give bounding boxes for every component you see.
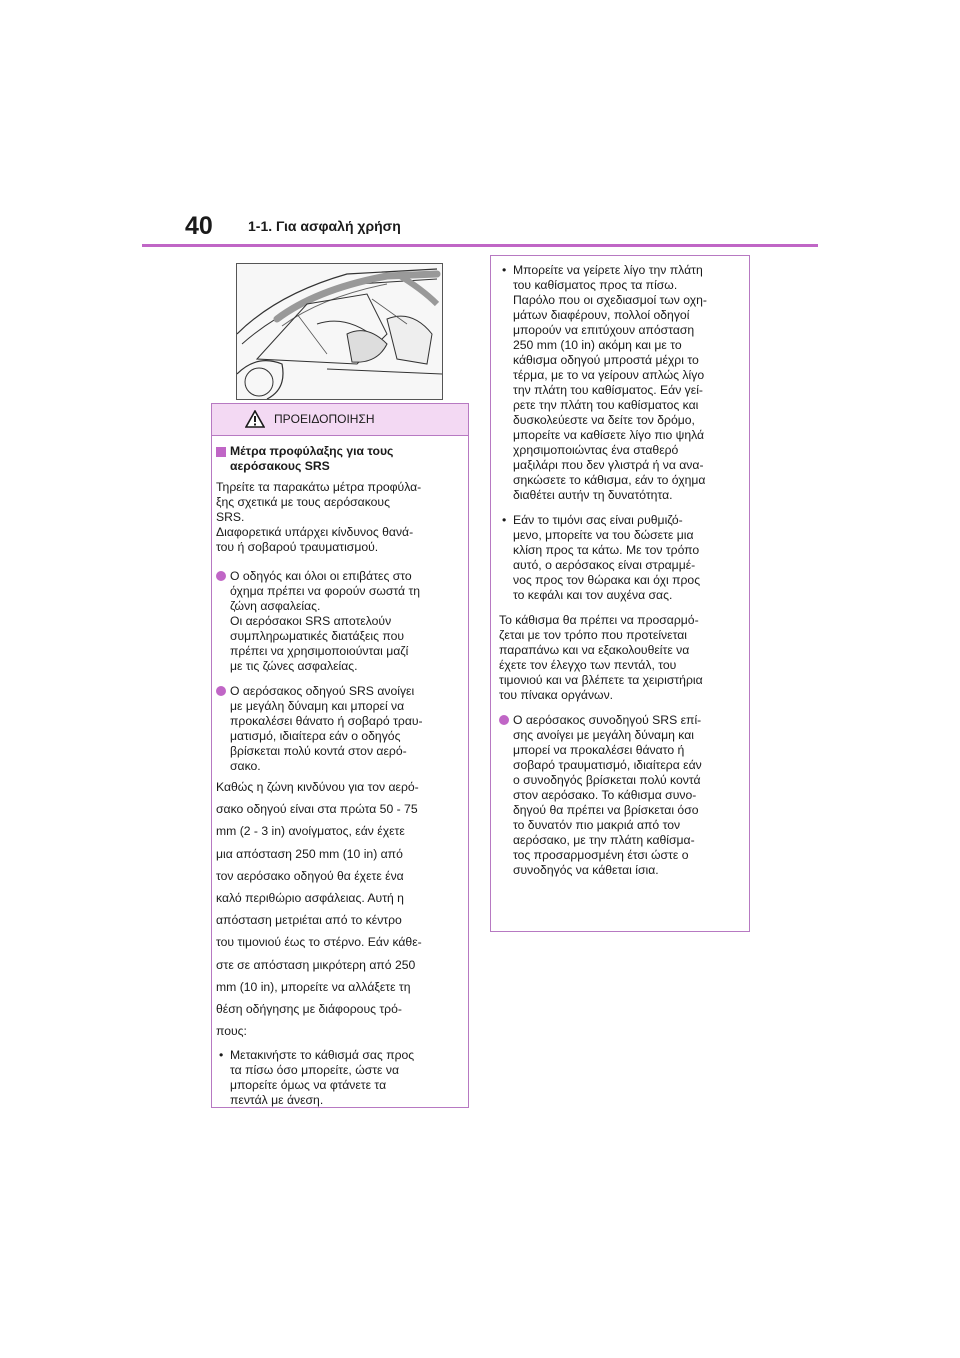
seat-paragraph: Το κάθισμα θα πρέπει να προσαρμό- ζεται με τον τρόπο που προτείνεται παραπάνω και να εξακολουθείτε να έχετε τον έλεγχο των πεντάλ, του τιμονιού και να βλέπετε τα χειριστήρια του πίνακα οργάνων. bbox=[499, 613, 703, 702]
warning-intro: Τηρείτε τα παρακάτω μέτρα προφύλα- ξης σχετικά με τους αερόσακους SRS. Διαφορετικά υπάρχει κίνδυνος θανά- του ή σοβαρού τραυματισμού. bbox=[216, 480, 422, 554]
list-item: Ο οδηγός και όλοι οι επιβάτες στο όχημα πρέπει να φορούν σωστά τη ζώνη ασφαλείας. Οι αερόσακοι SRS αποτελούν συμπληρωματικές διατάξεις που πρέπει να χρησιμοποιούνται μαζί με τις ζώνες ασφαλείας. bbox=[216, 569, 466, 674]
car-interior-illustration bbox=[237, 264, 442, 399]
warning-heading: Μέτρα προφύλαξης για τους αερόσακους SRS bbox=[216, 444, 466, 474]
page-number: 40 bbox=[185, 212, 213, 240]
list-item: Ο αερόσακος οδηγού SRS ανοίγει με μεγάλη δύναμη και μπορεί να προκαλέσει θάνατο ή σοβαρό τραυ- ματισμό, ιδιαίτερα εάν ο οδηγός βρίσκεται πολύ κοντά στον αερό- σακο. bbox=[216, 684, 466, 774]
header-rule bbox=[142, 244, 818, 247]
distance-paragraph: Καθώς η ζώνη κινδύνου για τον αερό- σακο οδηγού είναι στα πρώτα 50 - 75 mm (2 - 3 in) ανοίγματος, εάν έχετε μια απόσταση 250 mm (10 in) από τον αερόσακο οδηγού θα έχετε ένα καλό περιθώριο ασφάλειας. Αυτή η απόσταση μετριέται από το κέντρο του τιμονιού έως το στέρνο. Εάν κάθε- στε σε απόσταση μικρότερη από 250 mm (10 in), μπορείτε να αλλάξετε τη θέση οδήγησης με διάφορους τρό- πους: bbox=[216, 780, 422, 1039]
warning-panel-continued bbox=[490, 255, 750, 932]
circle-bullet-icon bbox=[216, 686, 226, 696]
airbag-illustration bbox=[236, 263, 443, 400]
circle-bullet-icon bbox=[216, 571, 226, 581]
section-title: 1-1. Για ασφαλή χρήση bbox=[248, 218, 401, 234]
square-marker-icon bbox=[216, 447, 226, 457]
list-item: • Μετακινήστε το κάθισμά σας προς τα πίσω όσο μπορείτε, ώστε να μπορείτε όμως να φτάνετε τα πεντάλ με άνεση. bbox=[219, 1048, 415, 1108]
warning-header bbox=[212, 404, 468, 436]
circle-bullet-icon bbox=[499, 715, 509, 725]
warning-content-continued bbox=[499, 263, 745, 888]
warning-content bbox=[216, 444, 466, 1118]
warning-triangle-icon bbox=[245, 410, 265, 428]
list-item: • Μπορείτε να γείρετε λίγο την πλάτη του καθίσματος προς τα πίσω. Παρόλο που οι σχεδιασμοί των οχη- μάτων διαφέρουν, πολλοί οδηγοί μπορούν να επιτύχουν απόσταση 250 mm (10 in) ακόμη και με το κάθισμα οδηγού μπροστά μέχρι το τέρμα, με το να γείρουν απλώς λίγο την πλάτη του καθίσματος. Εάν γεί- ρετε την πλάτη του καθίσματος και δυσκολεύεστε να δείτε τον δρόμο, μπορείτε να καθίσετε λίγο πιο ψηλά χρησιμοποιώντας ένα σταθερό μαξιλάρι που δεν γλιστρά ή να ανα- σηκώσετε το κάθισμα, εάν το όχημα διαθέτει αυτήν τη δυνατότητα. bbox=[502, 263, 707, 502]
warning-panel bbox=[211, 403, 469, 1108]
bullet-icon: • bbox=[502, 263, 507, 277]
warning-title: ΠΡΟΕΙΔΟΠΟΙΗΣΗ bbox=[274, 412, 375, 426]
bullet-icon: • bbox=[502, 513, 507, 527]
bullet-icon: • bbox=[219, 1048, 224, 1063]
list-item: • Εάν το τιμόνι σας είναι ρυθμιζό- μενο, μπορείτε να του δώσετε μια κλίση προς τα κάτω. Με τον τρόπο αυτό, ο αερόσακος είναι στραμμέ- νος προς τον θώρακα και όχι προς το κεφάλι και τον αυχένα σας. bbox=[502, 513, 701, 602]
list-item: Ο αερόσακος συνοδηγού SRS επί- σης ανοίγει με μεγάλη δύναμη και μπορεί να προκαλέσει θάνατο ή σοβαρό τραυματισμό, ιδιαίτερα εάν ο συνοδηγός βρίσκεται πολύ κοντά στον αερόσακο. Το κάθισμα συνο- δηγού θα πρέπει να βρίσκεται όσο το δυνατόν πιο μακριά από τον αερόσακο, με την πλάτη καθίσμα- τος προσαρμοσμένη έτσι ώστε ο συνοδηγός να κάθεται ίσια. bbox=[499, 713, 745, 878]
